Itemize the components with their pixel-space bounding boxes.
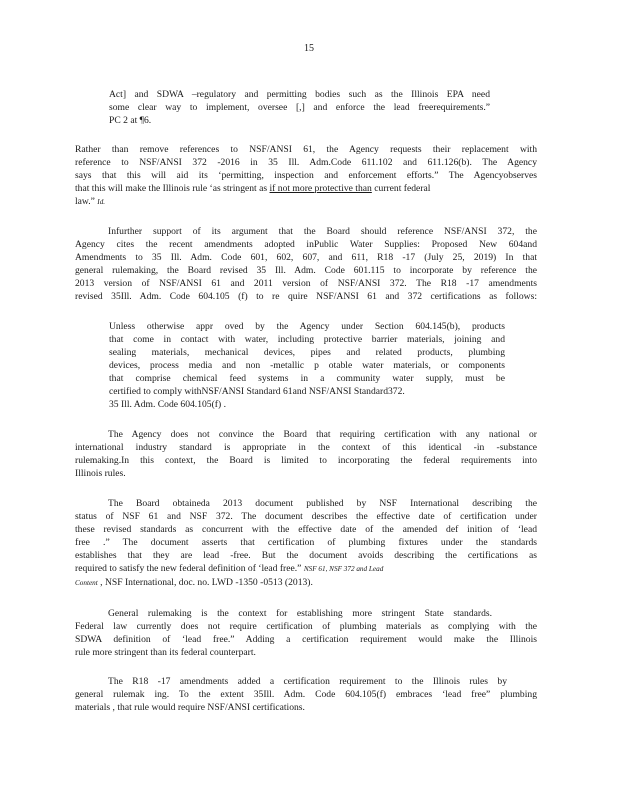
text-line: some clear way to implement, oversee [,] and enforce the lead freerequirements.” (109, 102, 490, 113)
citation-italic: Id. (97, 198, 106, 206)
text-line: Federal law currently does not require certification of plumbing materials as complying with the (75, 621, 537, 632)
text-line: free .” The document asserts that certification of plumbing fixtures under the standards (75, 537, 537, 548)
text-line: general rulemaking, the Board revised 35 Ill. Adm. Code 601.115 to incorporate by reference the (75, 265, 537, 276)
text-line: The Agency does not convince the Board that requiring certification with any national or (108, 429, 537, 440)
text-line: that come in contact with water, including protective barrier materials, joining and (109, 334, 505, 345)
text-line: 35 Ill. Adm. Code 604.105(f) . (109, 399, 226, 410)
text-run: current federal (371, 183, 431, 194)
text-line: revised 35Ill. Adm. Code 604.105 (f) to re quire NSF/ANSI 61 and 372 certifications as follows: (75, 291, 537, 302)
text-line: devices, process media and non -metallic p otable water materials, or components (109, 360, 505, 371)
text-line: establishes that they are lead -free. But the document avoids describing the certifications as (75, 550, 537, 561)
text-line: general rulemak ing. To the extent 35Ill. Adm. Code 604.105(f) embraces ‘lead free” plumbing (75, 689, 537, 700)
text-line: Act] and SDWA –regulatory and permitting bodies such as the Illinois EPA need (109, 89, 490, 100)
text-line: Amendments to 35 Ill. Adm. Code 601, 602, 607, and 611, R18 -17 (July 25, 2019) In that (75, 252, 537, 263)
text-line: reference to NSF/ANSI 372 -2016 in 35 Ill. Adm.Code 611.102 and 611.126(b). The Agency (75, 157, 537, 168)
text-line: The Board obtaineda 2013 document published by NSF International describing the (108, 498, 537, 509)
paragraph-general-rulemaking (75, 607, 537, 659)
text-line: Agency cites the recent amendments adopted inPublic Water Supplies: Proposed New 604and (75, 239, 537, 250)
page-number: 15 (304, 43, 314, 54)
text-line (75, 182, 537, 195)
citation-italic: Content (75, 579, 98, 587)
text-line: PC 2 at ¶6. (109, 115, 152, 126)
text-line: Unless otherwise appr oved by the Agency under Section 604.145(b), products (109, 321, 505, 332)
text-line: these revised standards as concurrent with the effective date of the amended def inition of ‘lead (75, 524, 537, 535)
text-line: The R18 -17 amendments added a certification requirement to the Illinois rules by (108, 676, 507, 687)
text-line: General rulemaking is the context for establishing more stringent State standards. (108, 608, 492, 619)
underlined-text: if not more protective than (269, 183, 372, 194)
text-line: rule more stringent than its federal counterpart. (75, 647, 256, 658)
text-line: 2013 version of NSF/ANSI 61 and 2011 version of NSF/ANSI 372. The R18 -17 amendments (75, 278, 537, 289)
text-line: Illinois rules. (75, 468, 126, 479)
citation-italic: NSF 61, NSF 372 and Lead (303, 565, 384, 573)
text-run: that this will make the Illinois rule ‘as stringent as (75, 183, 270, 194)
text-line: materials , that rule would require NSF/ANSI certifications. (75, 702, 305, 713)
text-line (75, 195, 537, 209)
text-line: SDWA definition of ‘lead free.” Adding a certification requirement would make the Illinois (75, 634, 537, 645)
text-line: certified to comply withNSF/ANSI Standard 61and NSF/ANSI Standard372. (109, 386, 405, 397)
paragraph-rather (75, 143, 537, 209)
text-line (75, 562, 537, 576)
paragraph-agency (75, 428, 537, 480)
text-line: status of NSF 61 and NSF 372. The document describes the effective date of certification under (75, 511, 537, 522)
text-line: Rather than remove references to NSF/ANSI 61, the Agency requests their replacement with (75, 144, 537, 155)
text-line: that comprise chemical feed systems in a community water supply, must be (109, 373, 505, 384)
paragraph-r18-amendments (75, 675, 537, 714)
text-line: says that this will aid its ‘permitting, inspection and enforcement efforts.” The Agencyobserves (75, 170, 537, 181)
text-run: , NSF International, doc. no. LWD -1350 -0513 (2013). (97, 577, 313, 588)
text-line: Infurther support of its argument that the Board should reference NSF/ANSI 372, the (108, 226, 537, 237)
text-line (75, 576, 537, 590)
text-line: international industry standard is appropriate in the context of this identical -in -substance (75, 442, 537, 453)
text-line: rulemaking.In this context, the Board is limited to incorporating the federal requirements into (75, 455, 537, 466)
paragraph-further-support (75, 225, 537, 303)
block-quote-604-105 (109, 320, 505, 411)
text-run: law.” (75, 196, 98, 207)
text-line: sealing materials, mechanical devices, pipes and related products, plumbing (109, 347, 505, 358)
text-run: required to satisfy the new federal definition of ‘lead free.” (75, 563, 304, 574)
block-quote-pc2 (109, 88, 490, 127)
paragraph-board-obtained (75, 497, 537, 590)
